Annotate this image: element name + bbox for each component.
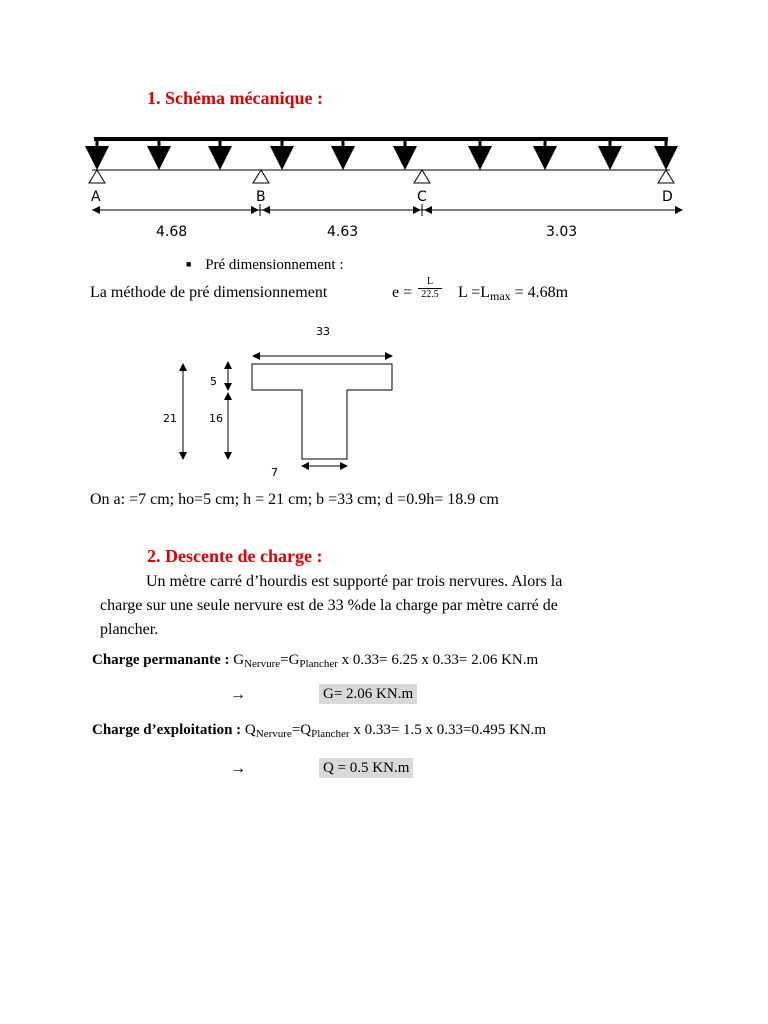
descente-paragraph xyxy=(100,570,680,642)
dim-bo-label: 7 xyxy=(271,466,278,479)
section-2-heading xyxy=(147,546,322,567)
perm-label: Charge permanante : xyxy=(92,652,230,668)
expl-label: Charge d’exploitation : xyxy=(92,722,242,738)
e-fraction xyxy=(418,276,442,301)
perm-result-value: G= 2.06 KN.m xyxy=(319,684,417,704)
l-sub: max xyxy=(489,289,511,303)
perm-rest: x 0.33= 6.25 x 0.33= 2.06 KN.m xyxy=(337,652,539,668)
section-2-number: 2. xyxy=(147,546,161,566)
expl-line xyxy=(92,722,546,740)
support-label-c: C xyxy=(417,189,427,205)
expl-q1: Q xyxy=(244,722,256,738)
span-label-bc: 4.63 xyxy=(327,224,359,240)
support-label-b: B xyxy=(256,189,266,205)
e-prefix: e = xyxy=(392,284,413,301)
perm-g2: =G xyxy=(280,652,300,668)
dim-ho-label: 5 xyxy=(210,375,217,388)
predim-bullet xyxy=(186,257,344,274)
section-2-title: Descente de charge : xyxy=(165,546,323,566)
support-b xyxy=(253,170,269,183)
expl-q2-sub: Plancher xyxy=(311,728,350,740)
paragraph-line-1: Un mètre carré d’hourdis est supporté par trois nervures. Alors la xyxy=(146,573,563,590)
perm-arrow-icon: → xyxy=(230,686,246,703)
predim-label: Pré dimensionnement : xyxy=(205,257,344,273)
perm-g1-sub: Nervure xyxy=(244,658,281,670)
on-a-line: On a: =7 cm; ho=5 cm; h = 21 cm; b =33 cm; d =0.9h= 18.9 cm xyxy=(90,491,499,508)
section-1-number: 1. xyxy=(147,88,161,108)
perm-g2-sub: Plancher xyxy=(299,658,338,670)
l-suffix: = 4.68m xyxy=(510,284,569,301)
paragraph-line-2: charge sur une seule nervure est de 33 %de la charge par mètre carré de xyxy=(100,597,558,614)
method-text: La méthode de pré dimensionnement xyxy=(90,284,328,301)
perm-line xyxy=(92,652,538,670)
t-section-diagram xyxy=(0,300,768,490)
dim-h-label: 21 xyxy=(163,412,177,425)
expl-result xyxy=(319,760,413,777)
span-label-ab: 4.68 xyxy=(156,224,188,240)
expl-arrow-icon: → xyxy=(230,760,246,777)
dim-web-label: 16 xyxy=(209,412,223,425)
bullet-square-icon: ■ xyxy=(186,259,192,269)
span-label-cd: 3.03 xyxy=(546,224,578,240)
l-prefix: L =L xyxy=(458,284,490,301)
paragraph-line-3: plancher. xyxy=(100,621,159,638)
expl-rest: x 0.33= 1.5 x 0.33=0.495 KN.m xyxy=(349,722,547,738)
fraction-denominator: 22.5 xyxy=(421,289,439,300)
support-label-d: D xyxy=(662,189,673,205)
dim-b-label: 33 xyxy=(316,325,330,338)
fraction-numerator: L xyxy=(418,276,442,289)
perm-result xyxy=(319,686,417,703)
support-d xyxy=(658,170,674,183)
t-section-shape xyxy=(252,364,392,459)
support-label-a: A xyxy=(91,189,101,205)
beam-diagram xyxy=(0,0,768,260)
expl-q2: =Q xyxy=(291,722,312,738)
perm-g1: G xyxy=(233,652,245,668)
load-arrows xyxy=(97,139,666,164)
support-c xyxy=(414,170,430,183)
expl-result-value: Q = 0.5 KN.m xyxy=(319,758,413,778)
section-1-title: Schéma mécanique : xyxy=(165,88,323,108)
support-a xyxy=(89,170,105,183)
expl-q1-sub: Nervure xyxy=(255,728,292,740)
